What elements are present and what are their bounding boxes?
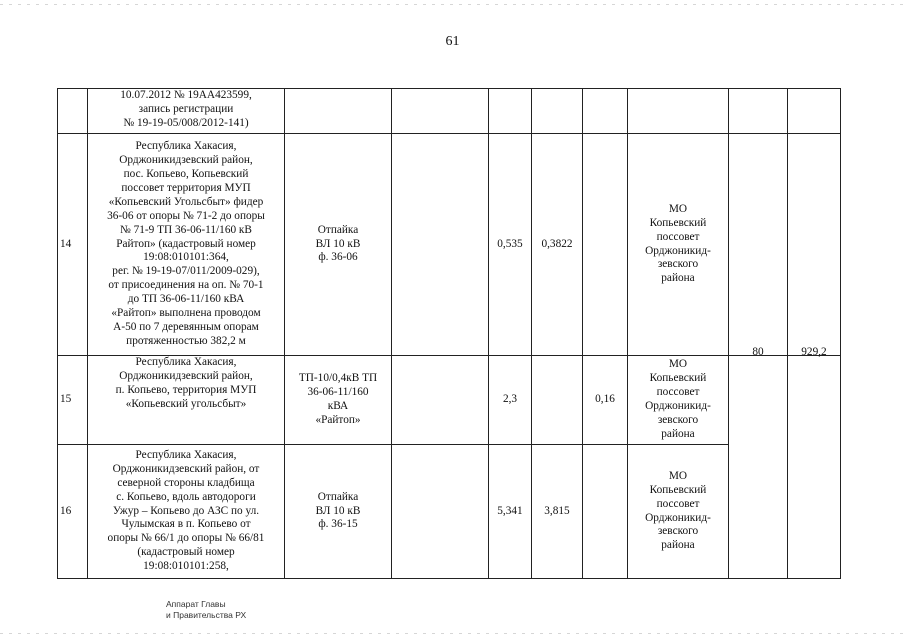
cell-col5: 0,535 bbox=[489, 134, 532, 356]
cell-col5 bbox=[489, 89, 532, 134]
footer-line: и Правительства РХ bbox=[166, 610, 247, 620]
table-row bbox=[58, 89, 841, 134]
cell-col5: 2,3 bbox=[489, 356, 532, 445]
cell-col7 bbox=[583, 445, 628, 579]
row-number: 14 bbox=[58, 134, 88, 356]
object-name: Отпайка ВЛ 10 кВ ф. 36-06 bbox=[285, 134, 392, 356]
location-description: Республика Хакасия, Орджоникидзевский район, п. Копьево, территория МУП «Копьевский угольсбыт» bbox=[88, 356, 285, 445]
cell-col4 bbox=[392, 134, 489, 356]
owner-cell bbox=[628, 89, 729, 134]
merged-col9: 80 bbox=[729, 356, 788, 579]
location-description: 10.07.2012 № 19АА423599, запись регистрации № 19-19-05/008/2012-141) bbox=[88, 89, 285, 134]
object-name: Отпайка ВЛ 10 кВ ф. 36-15 bbox=[285, 445, 392, 579]
merged-col10: 929,2 bbox=[788, 356, 841, 579]
owner-cell: МО Копьевский поссовет Орджоникид- зевского района bbox=[628, 134, 729, 356]
location-description: Республика Хакасия, Орджоникидзевский район, пос. Копьево, Копьевский поссовет территория МУП «Копьевский Угольсбыт» фидер 36-06 от опоры № 71-2 до опоры № 71-9 ТП 36-06-11/160 кВ Райтоп» (кадастровый номер 19:08:010101:364, рег. № 19-19-07/011/2009-029), от присоединения на оп. № 70-1 до ТП 36-06-11/160 кВА «Райтоп» выполнена проводом А-50 по 7 деревянным опорам протяженностью 382,2 м bbox=[88, 134, 285, 356]
cell-col6 bbox=[532, 89, 583, 134]
row-number: 15 bbox=[58, 356, 88, 445]
cell-col7: 0,16 bbox=[583, 356, 628, 445]
table-row bbox=[58, 445, 841, 579]
footer-line: Аппарат Главы bbox=[166, 599, 226, 609]
table-row bbox=[58, 356, 841, 445]
table-row bbox=[58, 134, 841, 356]
cell-col4 bbox=[392, 89, 489, 134]
cell-col5: 5,341 bbox=[489, 445, 532, 579]
cell-col9 bbox=[729, 134, 788, 356]
object-name bbox=[285, 89, 392, 134]
object-name: ТП-10/0,4кВ ТП 36-06-11/160 кВА «Райтоп» bbox=[285, 356, 392, 445]
scan-artifact-bottom bbox=[0, 633, 905, 634]
row-number bbox=[58, 89, 88, 134]
cell-col6: 3,815 bbox=[532, 445, 583, 579]
owner-cell: МО Копьевский поссовет Орджоникид- зевского района bbox=[628, 356, 729, 445]
row-number: 16 bbox=[58, 445, 88, 579]
cell-col7 bbox=[583, 89, 628, 134]
property-table bbox=[57, 88, 841, 579]
location-description: Республика Хакасия, Орджоникидзевский район, от северной стороны кладбища с. Копьево, вдоль автодороги Ужур – Копьево до АЗС по ул. Чулымская в п. Копьево от опоры № 66/1 до опоры № 66/81 (кадастровый номер 19:08:010101:258, bbox=[88, 445, 285, 579]
cell-col4 bbox=[392, 356, 489, 445]
cell-col10 bbox=[788, 89, 841, 134]
scan-artifact-top bbox=[0, 4, 905, 5]
cell-col7 bbox=[583, 134, 628, 356]
cell-col6 bbox=[532, 356, 583, 445]
footer-stamp bbox=[166, 599, 246, 621]
cell-col6: 0,3822 bbox=[532, 134, 583, 356]
cell-col10 bbox=[788, 134, 841, 356]
owner-cell: МО Копьевский поссовет Орджоникид- зевского района bbox=[628, 445, 729, 579]
cell-col9 bbox=[729, 89, 788, 134]
cell-col4 bbox=[392, 445, 489, 579]
page-number: 61 bbox=[445, 34, 460, 49]
